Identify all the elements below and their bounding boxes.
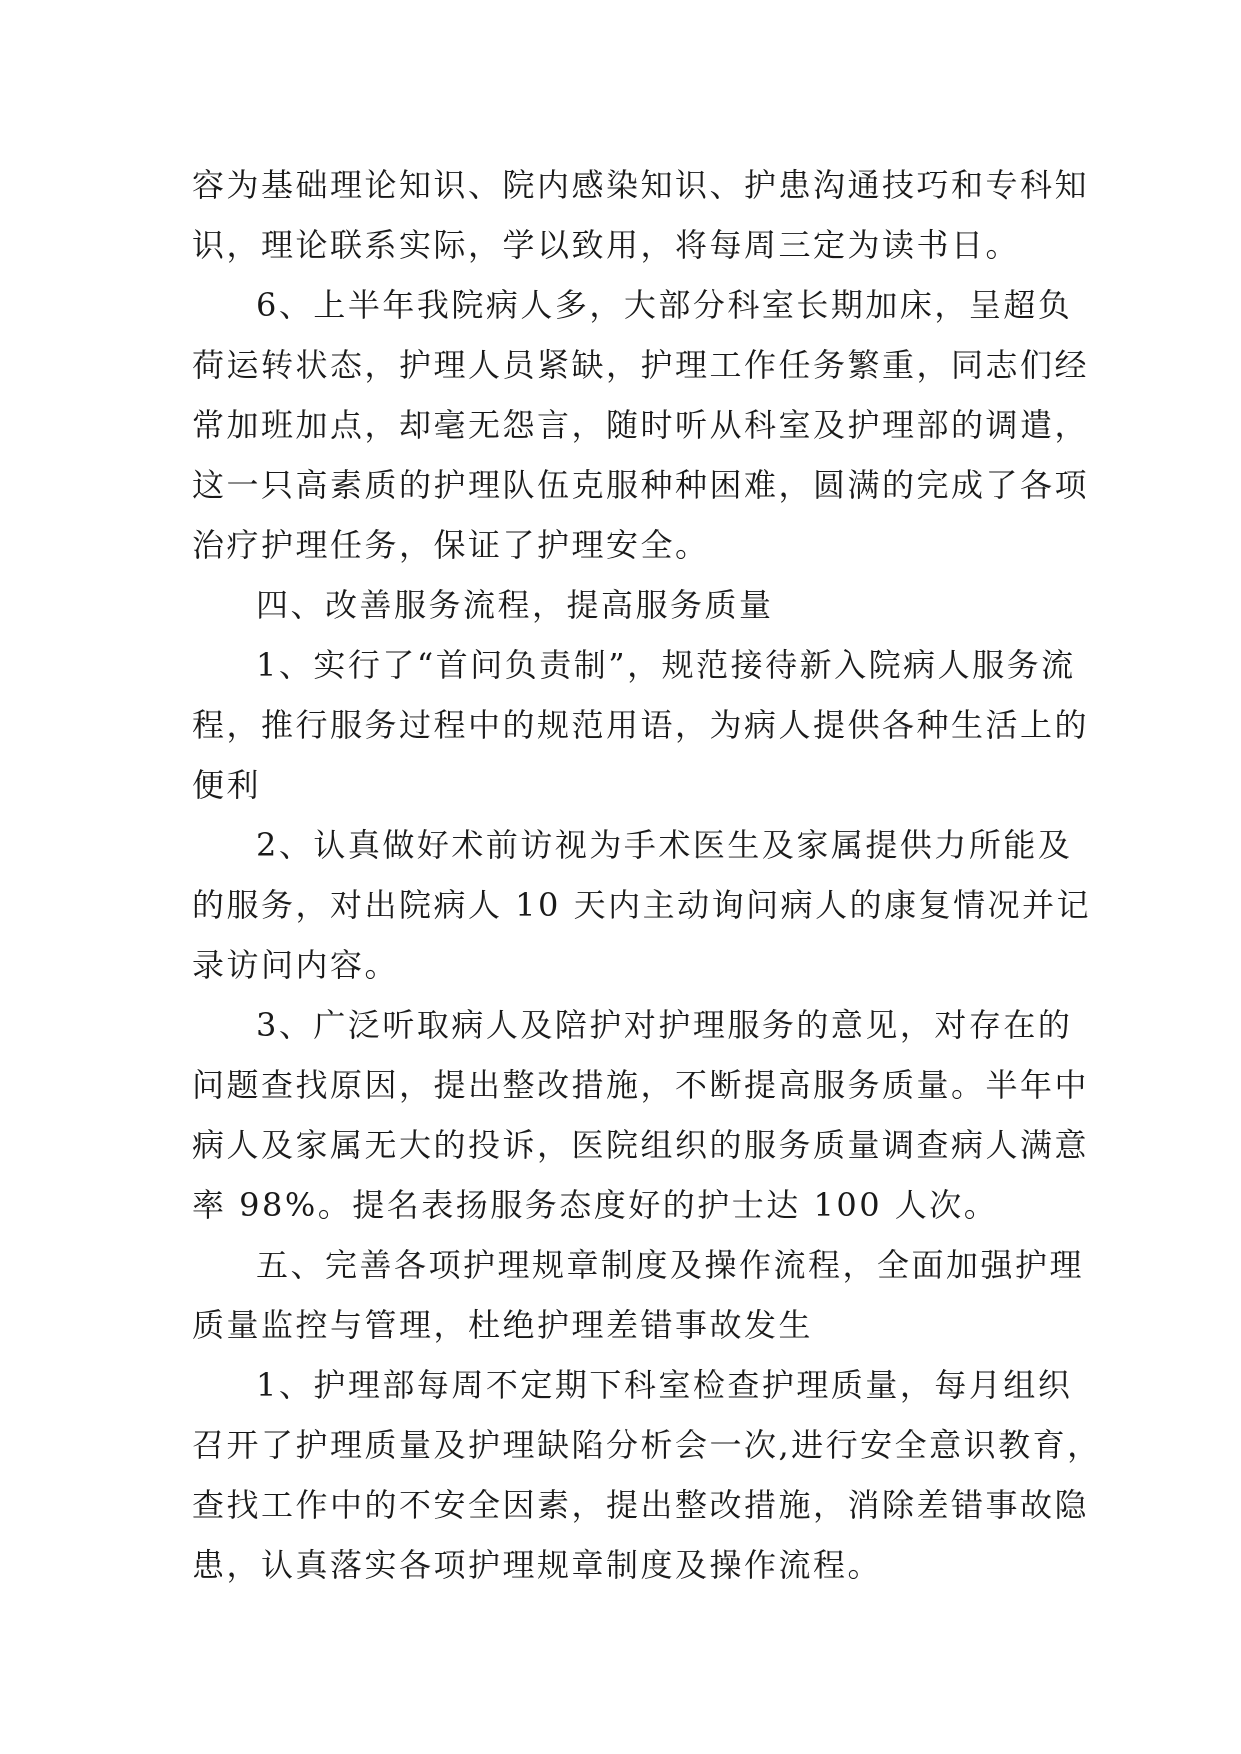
- text-line: 便利: [192, 766, 262, 804]
- paragraph-first-line: 6、上半年我院病人多，大部分科室长期加床，呈超负: [256, 286, 1073, 324]
- text-line: 问题查找原因，提出整改措施，不断提高服务质量。半年中: [192, 1066, 1090, 1104]
- text-line: 录访问内容。: [192, 946, 400, 984]
- text-line: 荷运转状态，护理人员紧缺，护理工作任务繁重，同志们经: [192, 346, 1090, 384]
- section-heading: 四、改善服务流程，提高服务质量: [256, 586, 774, 624]
- paragraph-first-line: 2、认真做好术前访视为手术医生及家属提供力所能及: [256, 826, 1073, 864]
- paragraph-first-line: 3、广泛听取病人及陪护对护理服务的意见，对存在的: [256, 1006, 1073, 1044]
- text-line: 程，推行服务过程中的规范用语，为病人提供各种生活上的: [192, 706, 1090, 744]
- text-line: 率 98%。提名表扬服务态度好的护士达 100 人次。: [192, 1186, 999, 1224]
- section-heading-continued: 质量监控与管理，杜绝护理差错事故发生: [192, 1306, 814, 1344]
- text-line: 识，理论联系实际，学以致用，将每周三定为读书日。: [192, 226, 1021, 264]
- text-line: 容为基础理论知识、院内感染知识、护患沟通技巧和专科知: [192, 166, 1090, 204]
- text-line: 召开了护理质量及护理缺陷分析会一次,进行安全意识教育，: [192, 1426, 1102, 1464]
- text-line: 的服务，对出院病人 10 天内主动询问病人的康复情况并记: [192, 886, 1092, 924]
- text-line: 查找工作中的不安全因素，提出整改措施，消除差错事故隐: [192, 1486, 1090, 1524]
- text-line: 病人及家属无大的投诉，医院组织的服务质量调查病人满意: [192, 1126, 1090, 1164]
- paragraph-first-line: 1、实行了“首问负责制”，规范接待新入院病人服务流: [256, 646, 1076, 684]
- text-line: 治疗护理任务，保证了护理安全。: [192, 526, 710, 564]
- section-heading: 五、完善各项护理规章制度及操作流程，全面加强护理: [256, 1246, 1085, 1284]
- paragraph-first-line: 1、护理部每周不定期下科室检查护理质量，每月组织: [256, 1366, 1073, 1404]
- text-line: 这一只高素质的护理队伍克服种种困难，圆满的完成了各项: [192, 466, 1090, 504]
- text-line: 常加班加点，却毫无怨言，随时听从科室及护理部的调遣，: [192, 406, 1090, 444]
- text-line: 患，认真落实各项护理规章制度及操作流程。: [192, 1546, 883, 1584]
